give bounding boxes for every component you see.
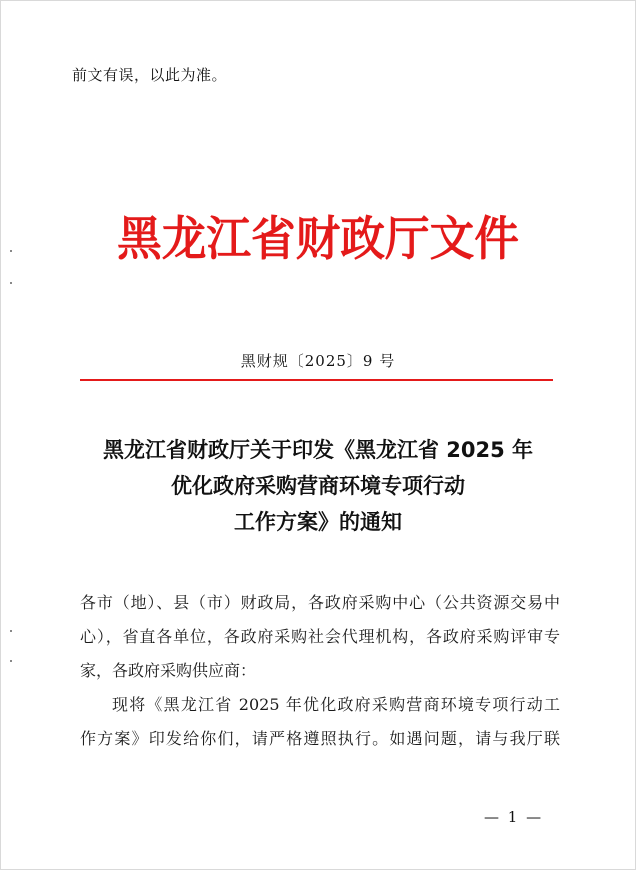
paragraph-1-line-2: 作方案》印发给你们，请严格遵照执行。如遇问题，请与我厅联 — [80, 729, 560, 748]
red-separator-line — [80, 379, 553, 381]
title-line-2: 优化政府采购营商环境专项行动 — [171, 474, 465, 498]
addressee-line-3: 家，各政府采购供应商： — [80, 661, 257, 680]
document-masthead: 黑龙江省财政厅文件 — [117, 212, 519, 267]
addressee-line-2: 心），省直各单位，各政府采购社会代理机构，各政府采购评审专 — [80, 627, 560, 646]
scan-speck — [10, 660, 12, 662]
notice-body — [80, 586, 560, 756]
page-number: — 1 — — [484, 808, 544, 826]
title-line-3: 工作方案》的通知 — [234, 510, 402, 534]
addressee-line-1: 各市（地）、县（市）财政局，各政府采购中心（公共资源交易中 — [80, 593, 560, 612]
scan-speck — [10, 630, 12, 632]
notice-title — [0, 432, 636, 540]
scan-speck — [10, 282, 12, 284]
correction-note: 前文有误，以此为准。 — [72, 66, 228, 84]
scan-speck — [10, 250, 12, 252]
document-number: 黑财规〔2025〕9 号 — [240, 352, 396, 370]
title-line-1: 黑龙江省财政厅关于印发《黑龙江省 2025 年 — [102, 438, 534, 462]
paragraph-1-line-1: 现将《黑龙江省 2025 年优化政府采购营商环境专项行动工 — [112, 695, 560, 714]
